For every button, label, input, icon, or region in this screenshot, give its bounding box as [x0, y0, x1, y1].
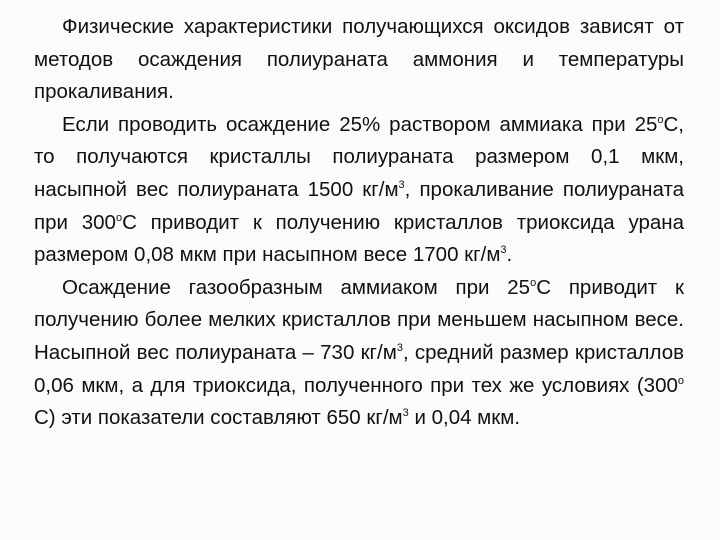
- text-run: , средний размер кристаллов 0,06 мкм, а для триоксида, полученного при тех же условиях (300: [34, 340, 685, 397]
- text-run: С, то получаются кристаллы полиураната размером 0,1 мкм, насыпной вес полиураната 1500 кг/м: [34, 112, 684, 201]
- text-run: Если проводить осаждение 25% раствором аммиака при 25: [62, 112, 658, 136]
- superscript: 3: [402, 407, 409, 420]
- superscript: 3: [398, 178, 405, 191]
- superscript: о: [530, 276, 537, 289]
- text-run: С приводит к получению кристаллов триоксида урана размером 0,08 мкм при насыпном весе 1700 кг/м: [34, 210, 684, 267]
- superscript: 3: [396, 341, 403, 354]
- document-text-block: [34, 11, 684, 435]
- text-run: С приводит к получению более мелких кристаллов при меньшем насыпном весе. Насыпной вес полиураната – 730 кг/м: [34, 275, 684, 364]
- paragraph-1: [34, 11, 684, 109]
- paragraph-3: [34, 272, 684, 435]
- text-run: и 0,04 мкм.: [408, 406, 521, 430]
- superscript: о: [677, 374, 684, 387]
- text-run: Физические характеристики получающихся оксидов зависят от методов осаждения полиураната аммония и температуры прокаливания.: [34, 15, 684, 104]
- superscript: о: [115, 211, 123, 224]
- text-run: С) эти показатели составляют 650 кг/м: [34, 406, 403, 430]
- superscript: о: [657, 113, 664, 126]
- text-run: Осаждение газообразным аммиаком при 25: [62, 275, 531, 299]
- paragraph-2: [34, 109, 684, 272]
- text-run: , прокаливание полиураната при 300: [34, 177, 684, 234]
- text-run: .: [506, 243, 513, 267]
- superscript: 3: [500, 244, 507, 257]
